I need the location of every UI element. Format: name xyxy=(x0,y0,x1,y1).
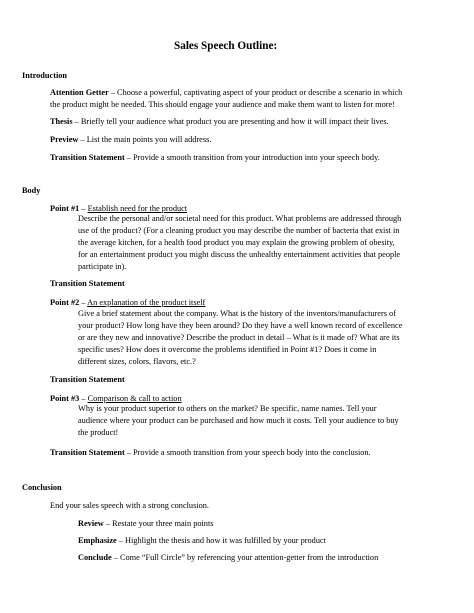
attention-getter-line-1: Attention Getter – Choose a powerful, captivating aspect of your product or describe a scenario in which xyxy=(50,88,403,97)
conclusion-intro: End your sales speech with a strong conclusion. xyxy=(50,501,209,510)
body-transition-item xyxy=(50,447,371,459)
point-1-title: Establish need for the product xyxy=(87,204,188,213)
emphasize-text: – Highlight the thesis and how it was fulfilled by your product xyxy=(116,536,326,545)
preview-text: – List the main points you will address. xyxy=(78,135,212,144)
point-1-description: Describe the personal and/or societal need for this product. What problems are addressed through use of the product? (For a cleaning product you may describe the number of bacteria that exist in the average kitchen, for a health food product you may explain the growing problem of obesity, for an entertainment product you might discuss the unhealthy entertainment activities that people participate in). xyxy=(78,214,402,271)
section-heading-introduction: Introduction xyxy=(22,71,68,80)
intro-transition-item xyxy=(50,152,380,164)
conclude-item xyxy=(78,552,378,564)
point-3-description: Why is your product superior to others on the market? Be specific, name names. Tell your audience where your product can be purchased and how much it costs. Tell your audience to buy the product! xyxy=(78,404,399,437)
review-text: – Restate your three main points xyxy=(103,519,214,528)
section-heading-body: Body xyxy=(22,186,41,195)
body-transition-label: Transition Statement xyxy=(50,448,125,457)
point-3-label: Point #3 xyxy=(50,394,80,403)
thesis-text: – Briefly tell your audience what product you are presenting and how it will impact their lives. xyxy=(72,117,389,126)
preview-label: Preview xyxy=(50,135,79,144)
conclude-text: – Come “Full Circle” by referencing your attention-getter from the introduction xyxy=(111,553,379,562)
body-transition-text: – Provide a smooth transition from your speech body into the conclusion. xyxy=(124,448,371,457)
intro-transition-label: Transition Statement xyxy=(50,153,125,162)
review-label: Review xyxy=(78,519,104,528)
point-2-heading: Point #2 – An explanation of the product itself xyxy=(50,298,206,307)
preview-item xyxy=(50,134,211,146)
attention-getter-label: Attention Getter xyxy=(50,88,109,97)
point-2-title: An explanation of the product itself xyxy=(87,298,206,307)
page-title: Sales Speech Outline: xyxy=(174,40,278,52)
thesis-label: Thesis xyxy=(50,117,73,126)
transition-statement-2: Transition Statement xyxy=(50,375,125,384)
intro-transition-text: – Provide a smooth transition from your introduction into your speech body. xyxy=(124,153,380,162)
review-item xyxy=(78,518,214,530)
emphasize-item xyxy=(78,535,326,547)
attention-getter-line-2: the product might be needed. This should engage your audience and make them want to listen for more! xyxy=(50,100,395,109)
conclude-label: Conclude xyxy=(78,553,112,562)
point-3-heading: Point #3 – Comparison & call to action xyxy=(50,394,182,403)
attention-getter-text: Choose a powerful, captivating aspect of your product or describe a scenario in which xyxy=(117,88,403,97)
thesis-item xyxy=(50,116,389,128)
point-2-label: Point #2 xyxy=(50,298,80,307)
section-heading-conclusion: Conclusion xyxy=(22,483,62,492)
emphasize-label: Emphasize xyxy=(78,536,117,545)
point-2-description: Give a brief statement about the company. What is the history of the inventors/manufacturers of your product? How long have they been around? Do they have a well known record of excellence or are they new and innovative? Describe the product in detail – What is it made of? What are its specific uses? How does it overcome the problems identified in Point #1? Does it come in different sizes, colors, flavors, etc.? xyxy=(78,309,403,366)
transition-statement-1: Transition Statement xyxy=(50,279,125,288)
point-1-heading: Point #1 – Establish need for the product xyxy=(50,204,188,213)
point-1-label: Point #1 xyxy=(50,204,80,213)
point-3-title: Comparison & call to action xyxy=(87,394,182,403)
